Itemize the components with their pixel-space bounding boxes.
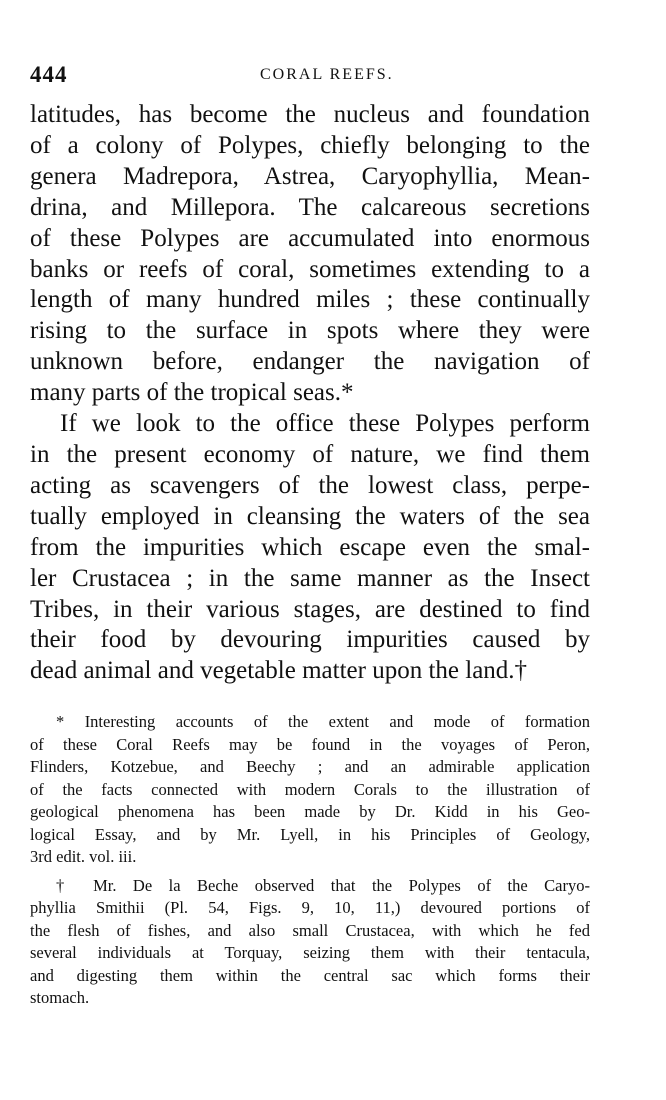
text-line: ler Crustacea ; in the same manner as the Insect [30,564,590,592]
page-number: 444 [30,62,68,87]
paragraph-2 [30,409,590,687]
running-title: CORAL REEFS. [260,66,394,83]
footnote-line: † Mr. De la Beche observed that the Polypes of the Caryo- [56,875,590,895]
footnote-1 [30,711,590,869]
footnote-line: and digesting them within the central sac which forms their [30,965,590,985]
text-line: of these Polypes are accumulated into enormous [30,224,590,252]
paragraph-1 [30,100,590,409]
text-line: acting as scavengers of the lowest class, perpe- [30,471,590,499]
text-line: in the present economy of nature, we find them [30,440,590,468]
footnote-line: of the facts connected with modern Corals to the illustration of [30,779,590,799]
text-line: unknown before, endanger the navigation of [30,348,590,376]
footnote-line: of these Coral Reefs may be found in the voyages of Peron, [30,734,590,754]
footnote-line: the flesh of fishes, and also small Crustacea, with which he fed [30,920,590,940]
footnote-line: stomach. [30,988,90,1008]
text-line: drina, and Millepora. The calcareous secretions [30,193,590,221]
text-line: latitudes, has become the nucleus and foundation [30,101,590,128]
text-line: length of many hundred miles ; these continually [30,286,590,314]
text-line: If we look to the office these Polypes perform [60,410,590,438]
footnote-line: 3rd edit. vol. iii. [30,847,137,867]
footnote-line: * Interesting accounts of the extent and mode of formation [56,712,590,732]
text-line: of a colony of Polypes, chiefly belonging to the [30,131,590,159]
footnote-line: phyllia Smithii (Pl. 54, Figs. 9, 10, 11,) devoured portions of [30,898,590,918]
text-line: from the impurities which escape even the smal- [30,533,590,561]
text-line: rising to the surface in spots where they were [30,317,590,345]
footnote-line: geological phenomena has been made by Dr. Kidd in his Geo- [30,802,590,822]
running-head [30,62,590,92]
text-line: many parts of the tropical seas.* [30,379,354,407]
text-line: banks or reefs of coral, sometimes extending to a [30,255,590,283]
text-line: Tribes, in their various stages, are destined to find [30,595,590,623]
text-line: genera Madrepora, Astrea, Caryophyllia, Mean- [30,162,590,190]
body-text [30,100,590,687]
footnote-line: several individuals at Torquay, seizing them with their tentacula, [30,943,590,963]
book-page [30,62,590,1010]
footnote-line: Flinders, Kotzebue, and Beechy ; and an admirable application [30,757,590,777]
footnote-line: logical Essay, and by Mr. Lyell, in his Principles of Geology, [30,824,590,844]
footnotes [30,711,590,1010]
footnote-2 [30,875,590,1010]
text-line: tually employed in cleansing the waters of the sea [30,502,590,530]
text-line: dead animal and vegetable matter upon the land.† [30,657,528,685]
text-line: their food by devouring impurities caused by [30,626,590,654]
